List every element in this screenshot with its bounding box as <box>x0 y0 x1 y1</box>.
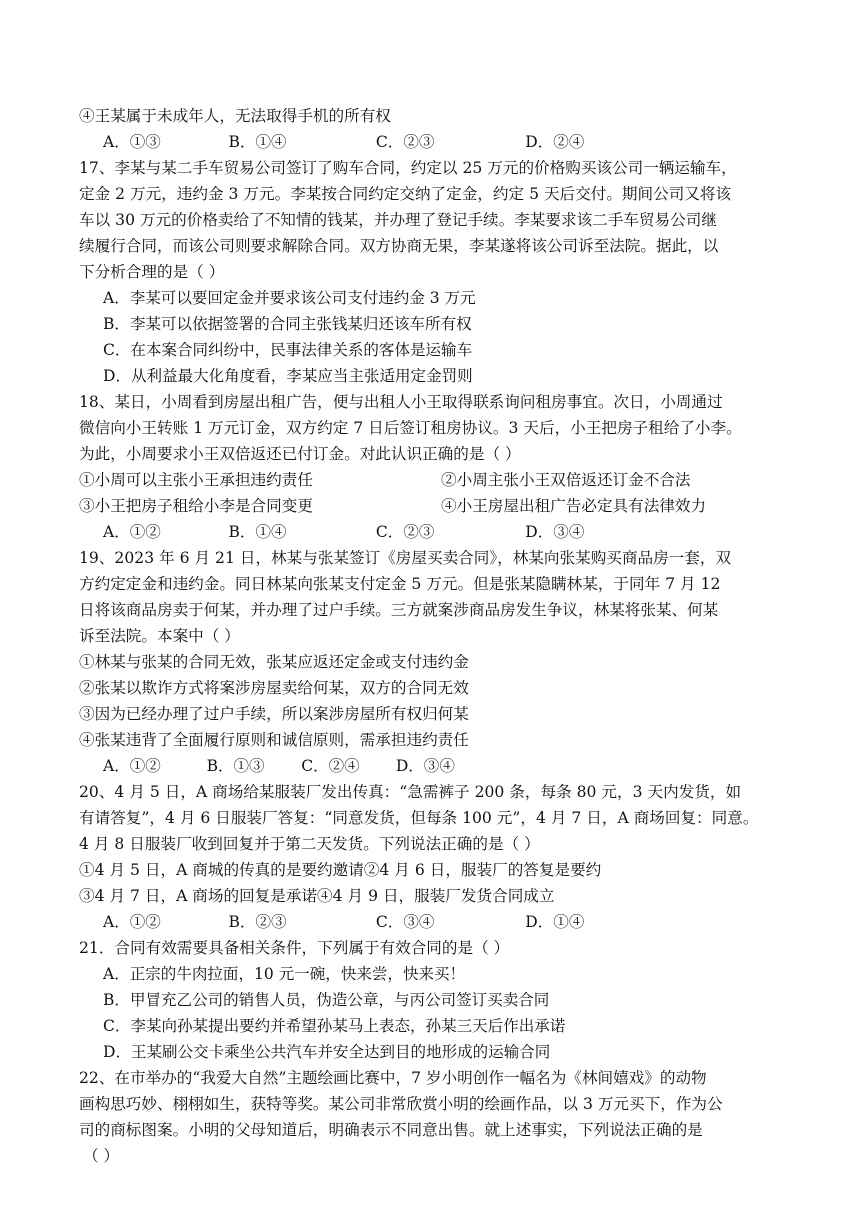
q19-statement-2: ②张某以欺诈方式将案涉房屋卖给何某，双方的合同无效 <box>79 679 469 697</box>
q18-statement-1: ①小周可以主张小王承担违约责任 <box>79 471 313 489</box>
q20-stem-line-2: 有请答复”，4 月 6 日服装厂答复：“同意发货，但每条 100 元”，4 月 7 日，A 商场回复：同意。 <box>79 809 759 827</box>
q19-option-b: B．①③ <box>206 757 265 775</box>
q19-statement-3: ③因为已经办理了过户手续，所以案涉房屋所有权归何某 <box>79 705 469 723</box>
q20-option-b: B．②③ <box>228 913 287 931</box>
q18-statement-4: ④小王房屋出租广告必定具有法律效力 <box>441 497 707 515</box>
q21-option-d: D．王某刷公交卡乘坐公共汽车并安全达到目的地形成的运输合同 <box>103 1043 551 1061</box>
q21-option-a: A．正宗的牛肉拉面，10 元一碗，快来尝，快来买！ <box>103 965 466 983</box>
q19-stem-line-1: 19、2023 年 6 月 21 日，林某与张某签订《房屋买卖合同》，林某向张某购买商品房一套，双 <box>79 549 732 567</box>
q16-statement-4: ④王某属于未成年人，无法取得手机的所有权 <box>79 107 391 125</box>
q18-stem-line-3: 为此，小周要求小王双倍返还已付订金。对此认识正确的是（ ） <box>79 445 521 463</box>
q19-stem-line-3: 日将该商品房卖于何某，并办理了过户手续。三方就案涉商品房发生争议，林某将张某、何某 <box>79 601 719 619</box>
q16-option-a: A．①③ <box>103 133 161 151</box>
q17-stem-line-3: 车以 30 万元的价格卖给了不知情的钱某，并办理了登记手续。李某要求该二手车贸易公司继 <box>79 211 717 229</box>
q20-statements-line-2: ③4 月 7 日，A 商场的回复是承诺④4 月 9 日，服装厂发货合同成立 <box>79 887 555 905</box>
q20-stem-line-1: 20、4 月 5 日，A 商场给某服装厂发出传真：“急需裤子 200 条，每条 80 元，3 天内发货，如 <box>79 783 742 801</box>
q20-options <box>103 910 840 934</box>
q18-option-c: C．②③ <box>375 523 435 541</box>
q18-statements-row-1 <box>79 468 819 492</box>
q18-option-d: D．③④ <box>525 523 585 541</box>
q21-option-c: C．李某向孙某提出要约并希望孙某马上表态，孙某三天后作出承诺 <box>103 1017 566 1035</box>
q20-option-c: C．③④ <box>375 913 435 931</box>
q18-stem-line-2: 微信向小王转账 1 万元订金，双方约定 7 日后签订租房协议。3 天后，小王把房子租给了小李。 <box>79 419 742 437</box>
q17-stem-line-5: 下分析合理的是（ ） <box>79 263 225 281</box>
q18-options <box>103 520 840 544</box>
q16-option-d: D．②④ <box>525 133 585 151</box>
q17-stem-line-1: 17、李某与某二手车贸易公司签订了购车合同，约定以 25 万元的价格购买该公司一辆运输车， <box>79 159 737 177</box>
q18-statements-row-2 <box>79 494 819 518</box>
q17-stem-line-2: 定金 2 万元，违约金 3 万元。李某按合同约定交纳了定金，约定 5 天后交付。期间公司又将该 <box>79 185 732 203</box>
q22-stem-line-1: 22、在市举办的“我爱大自然”主题绘画比赛中，7 岁小明创作一幅名为《林间嬉戏》的动物 <box>79 1069 707 1087</box>
q22-stem-line-2: 画构思巧妙、栩栩如生，获特等奖。某公司非常欣赏小明的绘画作品，以 3 万元买下，作为公 <box>79 1095 723 1113</box>
q20-option-d: D．①④ <box>525 913 585 931</box>
q20-option-a: A．①② <box>103 913 161 931</box>
q17-option-d: D．从利益最大化角度看，李某应当主张适用定金罚则 <box>103 367 473 385</box>
q18-statement-3: ③小王把房子租给小李是合同变更 <box>79 497 313 515</box>
q21-option-b: B．甲冒充乙公司的销售人员，伪造公章，与丙公司签订买卖合同 <box>103 991 550 1009</box>
q16-option-b: B．①④ <box>228 133 287 151</box>
q21-stem: 21．合同有效需要具备相关条件，下列属于有效合同的是（ ） <box>79 939 510 957</box>
q20-stem-line-3: 4 月 8 日服装厂收到回复并于第二天发货。下列说法正确的是（ ） <box>79 835 540 853</box>
q19-option-d: D．③④ <box>395 757 455 775</box>
q19-statement-1: ①林某与张某的合同无效，张某应返还定金或支付违约金 <box>79 653 469 671</box>
q19-stem-line-2: 方约定定金和违约金。同日林某向张某支付定金 5 万元。但是张某隐瞒林某，于同年 7 月 12 <box>79 575 721 593</box>
q18-statement-2: ②小周主张小王双倍返还订金不合法 <box>441 471 691 489</box>
q17-option-a: A．李某可以要回定金并要求该公司支付违约金 3 万元 <box>103 289 476 307</box>
q17-option-b: B．李某可以依据签署的合同主张钱某归还该车所有权 <box>103 315 472 333</box>
q19-options <box>103 754 840 778</box>
q17-option-c: C．在本案合同纠纷中，民事法律关系的客体是运输车 <box>103 341 473 359</box>
q18-stem-line-1: 18、某日，小周看到房屋出租广告，便与出租人小王取得联系询问租房事宜。次日，小周通过 <box>79 393 723 411</box>
q19-option-a: A．①② <box>103 757 161 775</box>
q18-option-b: B．①④ <box>228 523 287 541</box>
q16-options <box>103 130 840 154</box>
q22-stem-line-3: 司的商标图案。小明的父母知道后，明确表示不同意出售。就上述事实，下列说法正确的是 <box>79 1121 703 1139</box>
q19-option-c: C．②④ <box>301 757 360 775</box>
q19-statement-4: ④张某违背了全面履行原则和诚信原则，需承担违约责任 <box>79 731 469 749</box>
q17-stem-line-4: 续履行合同，而该公司则要求解除合同。双方协商无果，李某遂将该公司诉至法院。据此，以 <box>79 237 719 255</box>
q16-option-c: C．②③ <box>375 133 435 151</box>
q18-option-a: A．①② <box>103 523 161 541</box>
q19-stem-line-4: 诉至法院。本案中（ ） <box>79 627 240 645</box>
q22-stem-line-4: （ ） <box>83 1147 120 1165</box>
q20-statements-line-1: ①4 月 5 日，A 商城的传真的是要约邀请②4 月 6 日，服装厂的答复是要约 <box>79 861 602 879</box>
